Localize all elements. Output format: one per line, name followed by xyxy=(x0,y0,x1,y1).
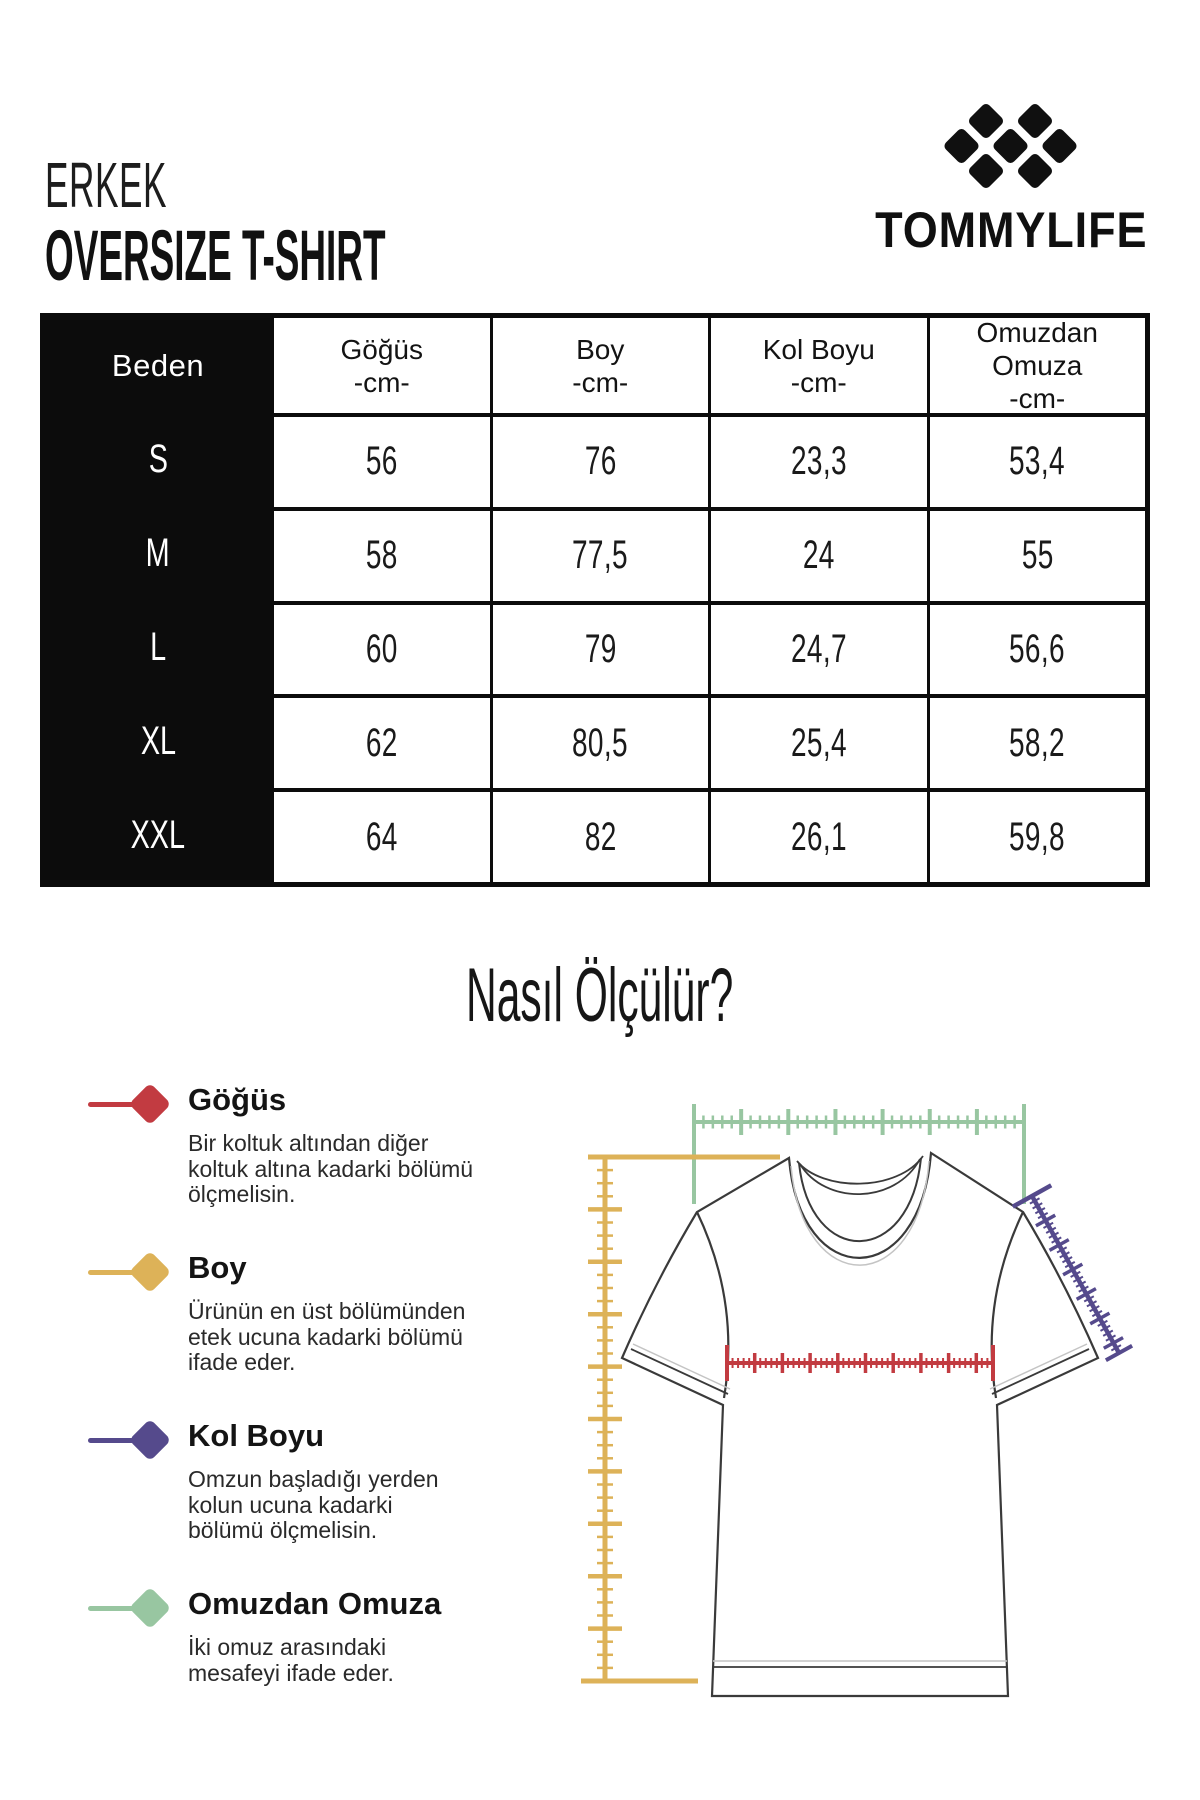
legend-description: Ürünün en üst bölümünden etek ucuna kadarki bölümü ifade eder. xyxy=(188,1298,466,1375)
sleeve-ruler xyxy=(1013,1185,1132,1360)
table-cell: 25,4 xyxy=(708,694,927,788)
table-cell: 62 xyxy=(271,694,490,788)
legend-item-gogus xyxy=(88,1082,518,1208)
armhole-seam xyxy=(697,1212,728,1398)
diamond-marker-icon xyxy=(129,1251,171,1293)
section-title-text: Nasıl Ölçülür? xyxy=(466,953,734,1038)
table-cell: 56,6 xyxy=(927,601,1146,695)
size-column-header: Beden xyxy=(111,347,205,383)
legend-label: Göğüs xyxy=(188,1082,287,1117)
table-cell: 59,8 xyxy=(927,788,1146,882)
column-header-omuzdan-omuza: Omuzdan Omuza -cm- xyxy=(927,318,1146,413)
column-header-kol-boyu: Kol Boyu -cm- xyxy=(708,318,927,413)
tshirt-shadow-lines xyxy=(633,1161,1087,1661)
legend-description: Omzun başladığı yerden kolun ucuna kadarki bölümü ölçmelisin. xyxy=(188,1466,439,1543)
legend-label: Boy xyxy=(188,1250,247,1285)
column-header-boy: Boy -cm- xyxy=(490,318,709,413)
table-cell: 53,4 xyxy=(927,413,1146,507)
page-title xyxy=(45,216,700,297)
table-cell: 77,5 xyxy=(490,507,709,601)
table-cell: 58,2 xyxy=(927,694,1146,788)
length-ruler xyxy=(581,1157,780,1681)
table-cell: 24,7 xyxy=(708,601,927,695)
diamond-lattice-icon xyxy=(940,98,1080,194)
collar-back-line xyxy=(800,1159,920,1194)
size-column xyxy=(45,318,271,882)
cuff-stitch xyxy=(631,1349,728,1394)
brand-name xyxy=(860,201,1160,259)
legend-description: İki omuz arasındaki mesafeyi ifade eder. xyxy=(188,1634,394,1686)
size-row-label: S xyxy=(148,437,168,482)
collar-rib-line xyxy=(799,1158,921,1241)
legend-label: Kol Boyu xyxy=(188,1418,325,1453)
table-cell: 26,1 xyxy=(708,788,927,882)
table-cell: 24 xyxy=(708,507,927,601)
column-header-gogus: Göğüs -cm- xyxy=(271,318,490,413)
collar-back-line xyxy=(797,1156,923,1184)
legend-label: Omuzdan Omuza xyxy=(188,1586,442,1621)
legend-item-boy xyxy=(88,1250,518,1376)
size-table xyxy=(40,313,1150,887)
table-cell: 76 xyxy=(490,413,709,507)
size-row-label: XL xyxy=(140,718,176,763)
table-cell: 60 xyxy=(271,601,490,695)
cuff-stitch xyxy=(992,1349,1089,1394)
chest-ruler xyxy=(727,1345,993,1381)
diamond-marker-icon xyxy=(129,1419,171,1461)
section-title xyxy=(0,952,1200,1039)
page-title-text: OVERSIZE T-SHIRT xyxy=(45,217,386,296)
ruler-end-cap xyxy=(1013,1185,1051,1206)
legend-item-kol-boyu xyxy=(88,1418,518,1544)
armhole-seam xyxy=(992,1212,1023,1398)
diamond-marker-icon xyxy=(129,1587,171,1629)
legend-description: Bir koltuk altından diğer koltuk altına kadarki bölümü ölçmelisin. xyxy=(188,1130,474,1207)
table-cell: 79 xyxy=(490,601,709,695)
table-cell: 55 xyxy=(927,507,1146,601)
category-label xyxy=(45,148,267,222)
size-row-label: M xyxy=(145,531,170,576)
table-cell: 82 xyxy=(490,788,709,882)
legend-item-omuzdan-omuza xyxy=(88,1586,518,1686)
brand-name-text: TOMMYLIFE xyxy=(875,202,1148,258)
size-row-label: XXL xyxy=(130,812,186,857)
table-cell: 56 xyxy=(271,413,490,507)
size-row-label: L xyxy=(149,624,167,669)
tshirt-outline xyxy=(622,1153,1098,1696)
shoulder-ruler xyxy=(694,1104,1024,1204)
table-cell: 64 xyxy=(271,788,490,882)
category-label-text: ERKEK xyxy=(45,149,168,221)
table-cell: 23,3 xyxy=(708,413,927,507)
table-cell: 58 xyxy=(271,507,490,601)
table-cell: 80,5 xyxy=(490,694,709,788)
ruler-end-cap xyxy=(1106,1346,1132,1361)
brand-logo xyxy=(940,98,1080,194)
diamond-marker-icon xyxy=(129,1083,171,1125)
